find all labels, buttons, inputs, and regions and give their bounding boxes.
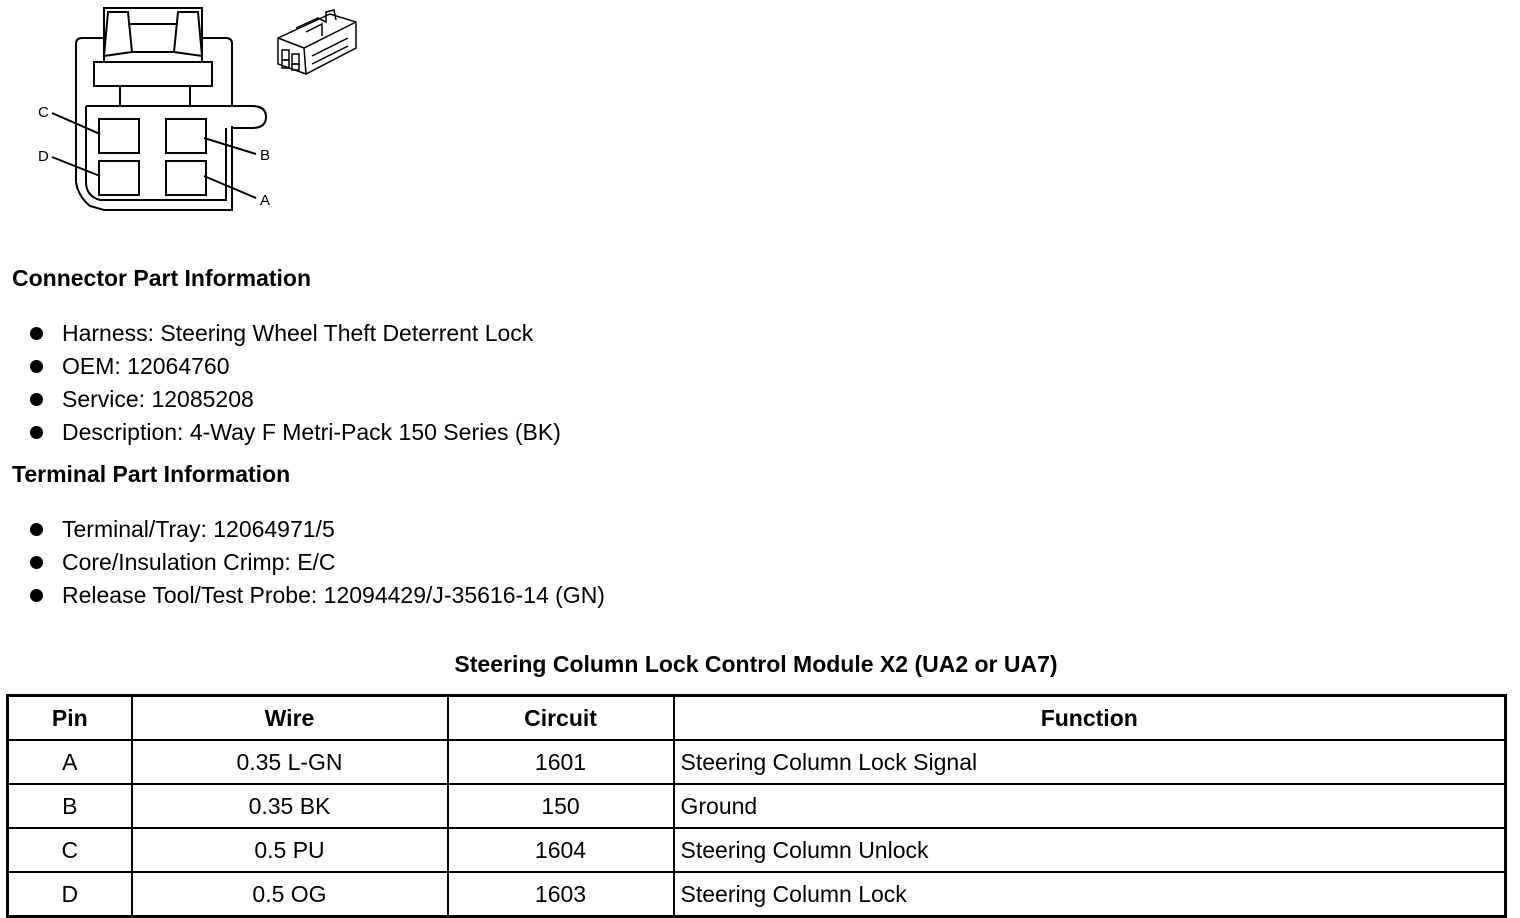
- connector-info-list: [0, 317, 561, 449]
- list-item-text: Terminal/Tray: 12064971/5: [62, 516, 335, 542]
- cell-function: Steering Column Unlock: [674, 828, 1506, 872]
- cell-circuit: 1603: [448, 872, 674, 917]
- pin-table-title: Steering Column Lock Control Module X2 (UA2 or UA7): [454, 651, 1058, 677]
- pin-label-b: B: [260, 147, 271, 164]
- terminal-info-list: [0, 513, 605, 612]
- table-row: [8, 828, 1506, 872]
- column-header-pin: Pin: [8, 696, 132, 741]
- column-header-wire: Wire: [132, 696, 448, 741]
- list-item: [0, 579, 605, 612]
- connector-diagram: [0, 0, 400, 230]
- cell-circuit: 1601: [448, 740, 674, 784]
- latch-right-face: [174, 12, 202, 56]
- cavity-a: [166, 161, 206, 195]
- cell-pin: B: [8, 784, 132, 828]
- bullet-icon: [30, 393, 43, 406]
- leader-b: [204, 138, 256, 154]
- list-item: [0, 317, 561, 350]
- cell-wire: 0.5 PU: [132, 828, 448, 872]
- cavity-b: [166, 119, 206, 153]
- bullet-icon: [30, 523, 43, 536]
- cell-circuit: 1604: [448, 828, 674, 872]
- cell-function: Ground: [674, 784, 1506, 828]
- pin-table: [6, 694, 1507, 918]
- table-row: [8, 740, 1506, 784]
- bullet-icon: [30, 589, 43, 602]
- cell-pin: A: [8, 740, 132, 784]
- cell-function: Steering Column Lock Signal: [674, 740, 1506, 784]
- list-item-text: Service: 12085208: [62, 386, 254, 412]
- terminal-info-heading: Terminal Part Information: [12, 461, 291, 487]
- cell-wire: 0.35 BK: [132, 784, 448, 828]
- list-item: [0, 416, 561, 449]
- connector-info-heading: Connector Part Information: [12, 265, 312, 291]
- column-header-circuit: Circuit: [448, 696, 674, 741]
- cell-wire: 0.35 L-GN: [132, 740, 448, 784]
- list-item-text: Harness: Steering Wheel Theft Deterrent Lock: [62, 320, 534, 346]
- bullet-icon: [30, 327, 43, 340]
- pin-label-a: A: [260, 192, 271, 209]
- list-item: [0, 383, 561, 416]
- leader-a: [204, 176, 256, 198]
- pin-label-d: D: [38, 148, 49, 165]
- cell-wire: 0.5 OG: [132, 872, 448, 917]
- housing-key-rib: [86, 106, 266, 128]
- lock-tab: [94, 62, 212, 86]
- cell-pin: C: [8, 828, 132, 872]
- table-header-row: [8, 696, 1506, 741]
- table-row: [8, 784, 1506, 828]
- latch-left-face: [104, 12, 132, 56]
- column-header-function: Function: [674, 696, 1506, 741]
- list-item-text: OEM: 12064760: [62, 353, 230, 379]
- cavity-d: [99, 161, 139, 195]
- list-item: [0, 513, 605, 546]
- list-item-text: Description: 4-Way F Metri-Pack 150 Series (BK): [62, 419, 561, 445]
- pin-label-c: C: [38, 104, 49, 121]
- connector-face-drawing: [0, 0, 400, 230]
- cell-circuit: 150: [448, 784, 674, 828]
- bullet-icon: [30, 426, 43, 439]
- housing-top: [76, 38, 232, 106]
- bullet-icon: [30, 360, 43, 373]
- connector-isometric-drawing: [278, 10, 356, 74]
- bullet-icon: [30, 556, 43, 569]
- cavity-c: [99, 119, 139, 153]
- list-item-text: Release Tool/Test Probe: 12094429/J-35616-14 (GN): [62, 582, 605, 608]
- table-row: [8, 872, 1506, 917]
- list-item: [0, 350, 561, 383]
- list-item-text: Core/Insulation Crimp: E/C: [62, 549, 336, 575]
- cell-pin: D: [8, 872, 132, 917]
- list-item: [0, 546, 605, 579]
- cell-function: Steering Column Lock: [674, 872, 1506, 917]
